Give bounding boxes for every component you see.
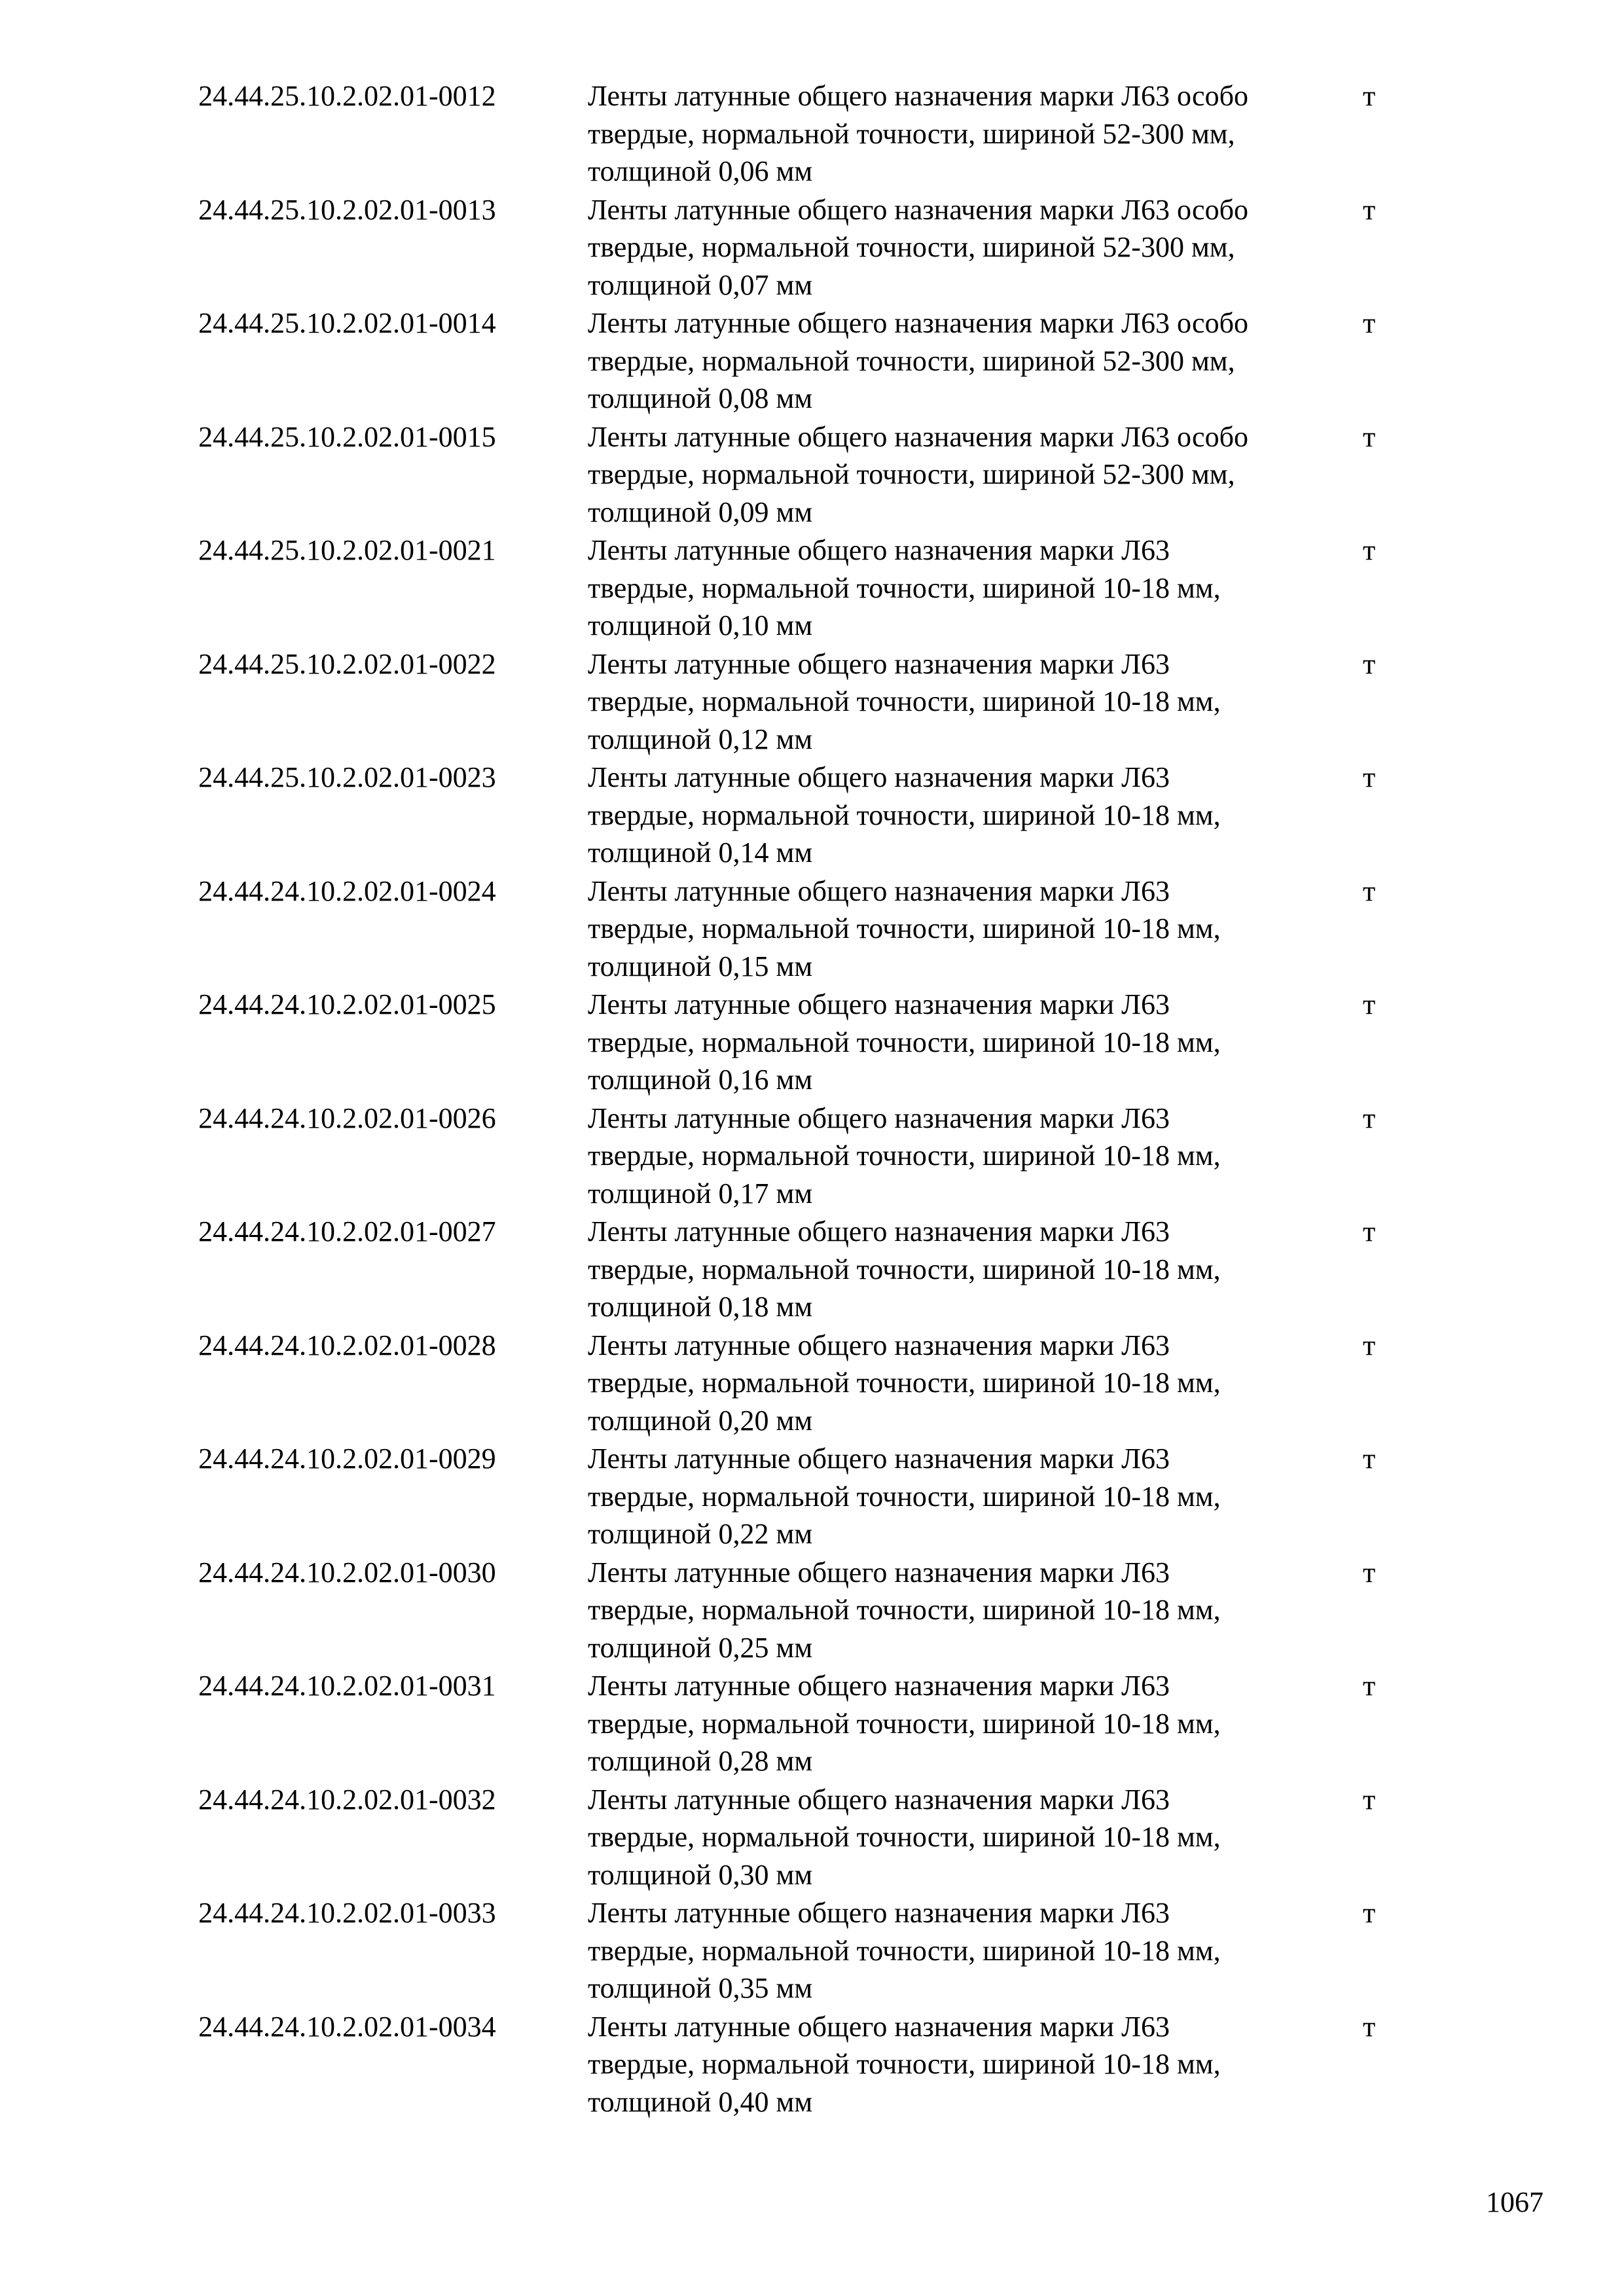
description-line: толщиной 0,35 мм	[588, 1972, 813, 2004]
description-line: твердые, нормальной точности, шириной 52-300 мм,	[588, 344, 1235, 377]
description-line: твердые, нормальной точности, шириной 10-18 мм,	[588, 1139, 1221, 1172]
unit-of-measure: т	[1363, 874, 1376, 907]
price-list-table	[0, 77, 1624, 2121]
description-line: твердые, нормальной точности, шириной 10-18 мм,	[588, 1707, 1221, 1740]
resource-code: 24.44.25.10.2.02.01-0023	[198, 761, 496, 793]
description-line: твердые, нормальной точности, шириной 10-18 мм,	[588, 2048, 1221, 2080]
resource-code: 24.44.24.10.2.02.01-0027	[198, 1215, 496, 1247]
description-line: толщиной 0,17 мм	[588, 1177, 813, 1210]
resource-description	[588, 304, 1360, 418]
resource-description	[588, 872, 1360, 986]
resource-code: 24.44.24.10.2.02.01-0028	[198, 1329, 496, 1361]
resource-description	[588, 77, 1360, 190]
resource-code: 24.44.24.10.2.02.01-0024	[198, 874, 496, 907]
resource-description	[588, 986, 1360, 1099]
description-line: толщиной 0,10 мм	[588, 609, 813, 641]
description-line: твердые, нормальной точности, шириной 10-18 мм,	[588, 1367, 1221, 1399]
resource-code: 24.44.25.10.2.02.01-0014	[198, 307, 496, 339]
resource-code: 24.44.24.10.2.02.01-0025	[198, 988, 496, 1020]
unit-of-measure: т	[1363, 80, 1376, 112]
resource-description	[588, 1100, 1360, 1213]
table-row	[0, 1327, 1624, 1441]
description-line: толщиной 0,28 мм	[588, 1745, 813, 1777]
resource-description	[588, 1213, 1360, 1326]
resource-code: 24.44.24.10.2.02.01-0029	[198, 1443, 496, 1475]
description-line: твердые, нормальной точности, шириной 10-18 мм,	[588, 912, 1221, 944]
description-line: Ленты латунные общего назначения марки Л63 особо	[588, 80, 1248, 112]
description-line: Ленты латунные общего назначения марки Л63 особо	[588, 193, 1248, 226]
table-row	[0, 1440, 1624, 1554]
table-row	[0, 191, 1624, 305]
unit-of-measure: т	[1363, 1443, 1376, 1475]
description-line: Ленты латунные общего назначения марки Л63	[588, 534, 1170, 566]
description-line: толщиной 0,14 мм	[588, 836, 813, 869]
resource-description	[588, 1554, 1360, 1667]
description-line: твердые, нормальной точности, шириной 10-18 мм,	[588, 1934, 1221, 1967]
unit-of-measure: т	[1363, 307, 1376, 339]
table-row	[0, 418, 1624, 532]
description-line: Ленты латунные общего назначения марки Л63	[588, 761, 1170, 793]
description-line: Ленты латунные общего назначения марки Л63	[588, 1897, 1170, 1929]
table-row	[0, 645, 1624, 759]
description-line: Ленты латунные общего назначения марки Л63	[588, 647, 1170, 680]
description-line: толщиной 0,25 мм	[588, 1631, 813, 1664]
page-number: 1067	[1486, 2186, 1543, 2218]
table-row	[0, 2008, 1624, 2122]
table-row	[0, 986, 1624, 1100]
resource-code: 24.44.25.10.2.02.01-0021	[198, 534, 496, 566]
table-row	[0, 77, 1624, 191]
table-row	[0, 1554, 1624, 1668]
unit-of-measure: т	[1363, 534, 1376, 566]
resource-code: 24.44.25.10.2.02.01-0015	[198, 420, 496, 453]
description-line: Ленты латунные общего назначения марки Л63	[588, 988, 1170, 1020]
description-line: Ленты латунные общего назначения марки Л63	[588, 1215, 1170, 1247]
resource-description	[588, 1667, 1360, 1780]
unit-of-measure: т	[1363, 1215, 1376, 1247]
table-row	[0, 1894, 1624, 2008]
description-line: толщиной 0,20 мм	[588, 1404, 813, 1437]
description-line: твердые, нормальной точности, шириной 10-18 мм,	[588, 571, 1221, 604]
resource-code: 24.44.24.10.2.02.01-0030	[198, 1556, 496, 1588]
description-line: твердые, нормальной точности, шириной 10-18 мм,	[588, 1480, 1221, 1513]
description-line: Ленты латунные общего назначения марки Л63	[588, 1443, 1170, 1475]
description-line: Ленты латунные общего назначения марки Л63	[588, 2010, 1170, 2043]
resource-code: 24.44.24.10.2.02.01-0031	[198, 1670, 496, 1702]
description-line: Ленты латунные общего назначения марки Л63	[588, 1670, 1170, 1702]
description-line: толщиной 0,12 мм	[588, 723, 813, 755]
unit-of-measure: т	[1363, 647, 1376, 680]
description-line: толщиной 0,30 мм	[588, 1858, 813, 1891]
description-line: Ленты латунные общего назначения марки Л63	[588, 1329, 1170, 1361]
resource-description	[588, 2008, 1360, 2121]
description-line: толщиной 0,08 мм	[588, 382, 813, 414]
table-row	[0, 759, 1624, 872]
description-line: толщиной 0,06 мм	[588, 155, 813, 187]
description-line: твердые, нормальной точности, шириной 10-18 мм,	[588, 1594, 1221, 1626]
description-line: твердые, нормальной точности, шириной 52-300 мм,	[588, 458, 1235, 490]
description-line: толщиной 0,15 мм	[588, 950, 813, 982]
description-line: толщиной 0,40 мм	[588, 2085, 813, 2118]
unit-of-measure: т	[1363, 1783, 1376, 1816]
resource-description	[588, 645, 1360, 759]
description-line: твердые, нормальной точности, шириной 10-18 мм,	[588, 1026, 1221, 1058]
description-line: твердые, нормальной точности, шириной 10-18 мм,	[588, 1821, 1221, 1853]
unit-of-measure: т	[1363, 420, 1376, 453]
table-row	[0, 304, 1624, 418]
description-line: твердые, нормальной точности, шириной 52-300 мм,	[588, 231, 1235, 263]
resource-code: 24.44.25.10.2.02.01-0022	[198, 647, 496, 680]
description-line: твердые, нормальной точности, шириной 10-18 мм,	[588, 798, 1221, 831]
unit-of-measure: т	[1363, 761, 1376, 793]
unit-of-measure: т	[1363, 1670, 1376, 1702]
resource-description	[588, 1327, 1360, 1440]
unit-of-measure: т	[1363, 988, 1376, 1020]
resource-code: 24.44.25.10.2.02.01-0013	[198, 193, 496, 226]
resource-code: 24.44.24.10.2.02.01-0026	[198, 1102, 496, 1134]
unit-of-measure: т	[1363, 2010, 1376, 2043]
description-line: Ленты латунные общего назначения марки Л63	[588, 1102, 1170, 1134]
description-line: Ленты латунные общего назначения марки Л63 особо	[588, 307, 1248, 339]
unit-of-measure: т	[1363, 1897, 1376, 1929]
table-row	[0, 1781, 1624, 1895]
table-row	[0, 872, 1624, 986]
description-line: толщиной 0,09 мм	[588, 495, 813, 528]
description-line: твердые, нормальной точности, шириной 10-18 мм,	[588, 685, 1221, 717]
resource-code: 24.44.24.10.2.02.01-0033	[198, 1897, 496, 1929]
table-row	[0, 1100, 1624, 1213]
resource-description	[588, 1894, 1360, 2007]
table-row	[0, 1667, 1624, 1781]
description-line: твердые, нормальной точности, шириной 52-300 мм,	[588, 117, 1235, 150]
resource-description	[588, 1440, 1360, 1553]
resource-description	[588, 1781, 1360, 1894]
description-line: Ленты латунные общего назначения марки Л63	[588, 874, 1170, 907]
resource-description	[588, 759, 1360, 872]
description-line: Ленты латунные общего назначения марки Л63	[588, 1783, 1170, 1816]
table-row	[0, 1213, 1624, 1327]
unit-of-measure: т	[1363, 1556, 1376, 1588]
table-row	[0, 531, 1624, 645]
resource-code: 24.44.24.10.2.02.01-0032	[198, 1783, 496, 1816]
description-line: Ленты латунные общего назначения марки Л63 особо	[588, 420, 1248, 453]
description-line: Ленты латунные общего назначения марки Л63	[588, 1556, 1170, 1588]
description-line: толщиной 0,07 мм	[588, 268, 813, 301]
resource-code: 24.44.25.10.2.02.01-0012	[198, 80, 496, 112]
resource-description	[588, 531, 1360, 645]
description-line: толщиной 0,18 мм	[588, 1291, 813, 1323]
resource-code: 24.44.24.10.2.02.01-0034	[198, 2010, 496, 2043]
unit-of-measure: т	[1363, 1102, 1376, 1134]
description-line: твердые, нормальной точности, шириной 10-18 мм,	[588, 1253, 1221, 1285]
description-line: толщиной 0,22 мм	[588, 1518, 813, 1550]
resource-description	[588, 191, 1360, 304]
resource-description	[588, 418, 1360, 531]
unit-of-measure: т	[1363, 193, 1376, 226]
unit-of-measure: т	[1363, 1329, 1376, 1361]
description-line: толщиной 0,16 мм	[588, 1064, 813, 1096]
